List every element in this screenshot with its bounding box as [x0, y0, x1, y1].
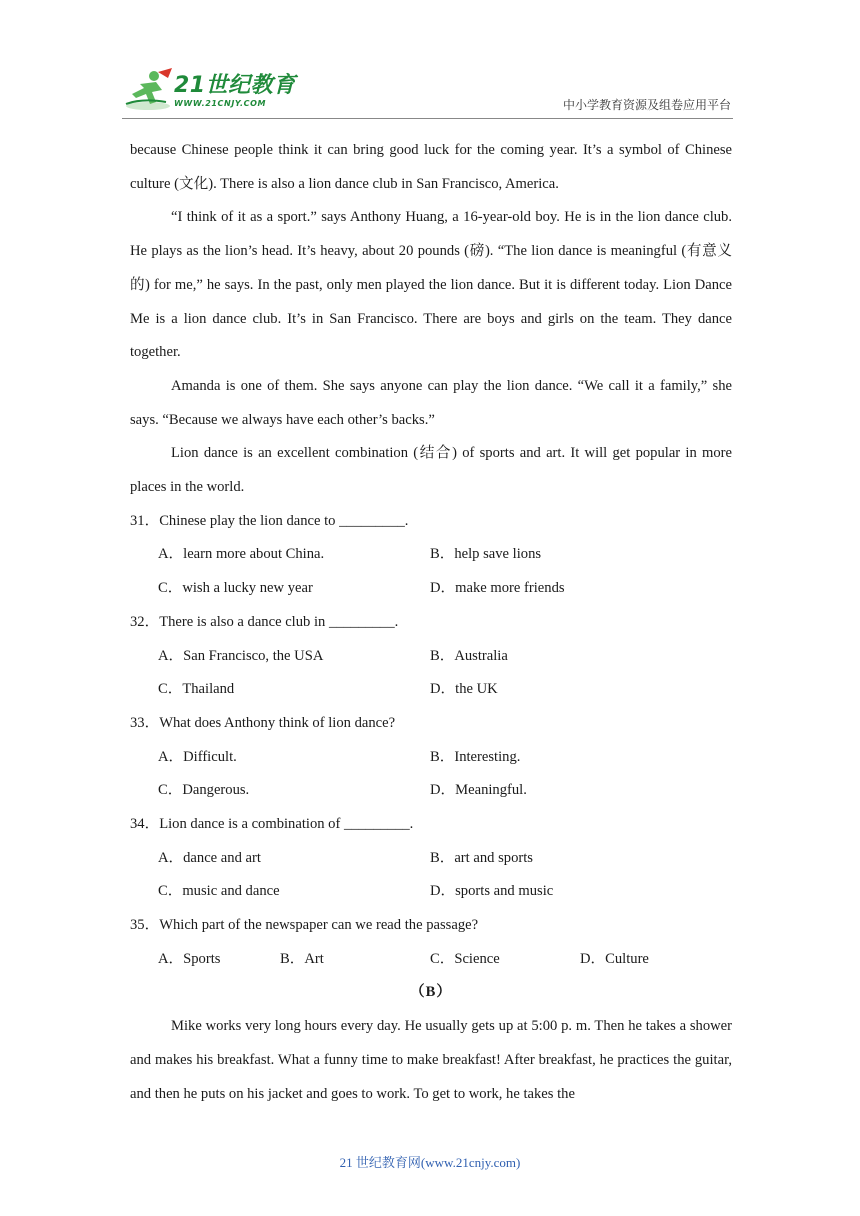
logo-text: 21世纪教育: [174, 73, 296, 98]
runner-logo-icon: [122, 68, 178, 114]
option-c: C．Dangerous.: [158, 782, 250, 799]
option-row: [130, 572, 732, 606]
option-b: B．Australia: [430, 647, 508, 664]
question-stem: 32．There is also a dance club in _________.: [130, 613, 399, 630]
option-d: D．make more friends: [430, 580, 565, 597]
passage-paragraph: “I think of it as a sport.” says Anthony Huang, a 16-year-old boy. He is in the lion dance club. He plays as the lion’s head. It’s heavy, about 20 pounds (磅). “The lion dance is meaningful (有意义的) for me,” he says. In the past, only men played the lion dance. But it is different today. Lion Dance Me is a lion dance club. It’s in San Francisco. There are boys and girls on the team. They dance together.: [130, 209, 732, 361]
option-b: B．Interesting.: [430, 748, 521, 765]
option-row: [130, 842, 732, 876]
question-stem: 33．What does Anthony think of lion dance?: [130, 714, 396, 731]
option-row: [130, 774, 732, 808]
option-c: C．Thailand: [158, 681, 235, 698]
option-row: [130, 875, 732, 909]
option-a: A．learn more about China.: [158, 546, 325, 563]
option-c: C．Science: [430, 950, 500, 967]
question-stem: 35．Which part of the newspaper can we read the passage?: [130, 917, 479, 934]
logo-url-text: WWW.21CNJY.COM: [174, 99, 267, 108]
page-footer: 21 世纪教育网(www.21cnjy.com): [339, 1155, 521, 1170]
option-d: D．sports and music: [430, 883, 554, 900]
option-d: D．Meaningful.: [430, 782, 527, 799]
passage-paragraph: because Chinese people think it can bring good luck for the coming year. It’s a symbol of Chinese culture (文化). There is also a lion dance club in San Francisco, America.: [130, 142, 732, 192]
option-d: D．the UK: [430, 681, 498, 698]
option-b: B．Art: [280, 950, 324, 967]
option-c: C．wish a lucky new year: [158, 580, 313, 597]
site-logo: [122, 68, 296, 114]
platform-tagline: 中小学教育资源及组卷应用平台: [562, 98, 731, 112]
option-row: [130, 673, 732, 707]
option-a: A．Difficult.: [158, 748, 237, 765]
passage-paragraph: Amanda is one of them. She says anyone can play the lion dance. “We call it a family,” she says. “Because we always have each other’s backs.”: [130, 377, 732, 428]
option-a: A．dance and art: [158, 849, 261, 866]
page-header: [0, 0, 860, 125]
option-row: [130, 538, 732, 572]
option-row: [130, 741, 732, 775]
passage-paragraph: Lion dance is an excellent combination (结合) of sports and art. It will get popular in more places in the world.: [130, 445, 732, 496]
passage-paragraph: Mike works very long hours every day. He usually gets up at 5:00 p. m. Then he takes a shower and makes his breakfast. What a funny time to make breakfast! After breakfast, he practices the guitar, and then he puts on his jacket and goes to work. To get to work, he takes the: [130, 1018, 732, 1102]
page-content: [130, 134, 732, 1111]
section-heading: （B）: [410, 984, 452, 1001]
option-d: D．Culture: [580, 950, 649, 967]
option-row: [130, 943, 732, 977]
option-c: C．music and dance: [158, 883, 280, 900]
option-b: B．art and sports: [430, 849, 533, 866]
header-divider: [122, 118, 733, 119]
question-stem: 34．Lion dance is a combination of _________.: [130, 815, 414, 832]
option-b: B．help save lions: [430, 546, 542, 563]
question-stem: 31．Chinese play the lion dance to _________.: [130, 512, 409, 529]
option-a: A．Sports: [158, 950, 221, 967]
option-row: [130, 640, 732, 674]
option-a: A．San Francisco, the USA: [158, 647, 324, 664]
